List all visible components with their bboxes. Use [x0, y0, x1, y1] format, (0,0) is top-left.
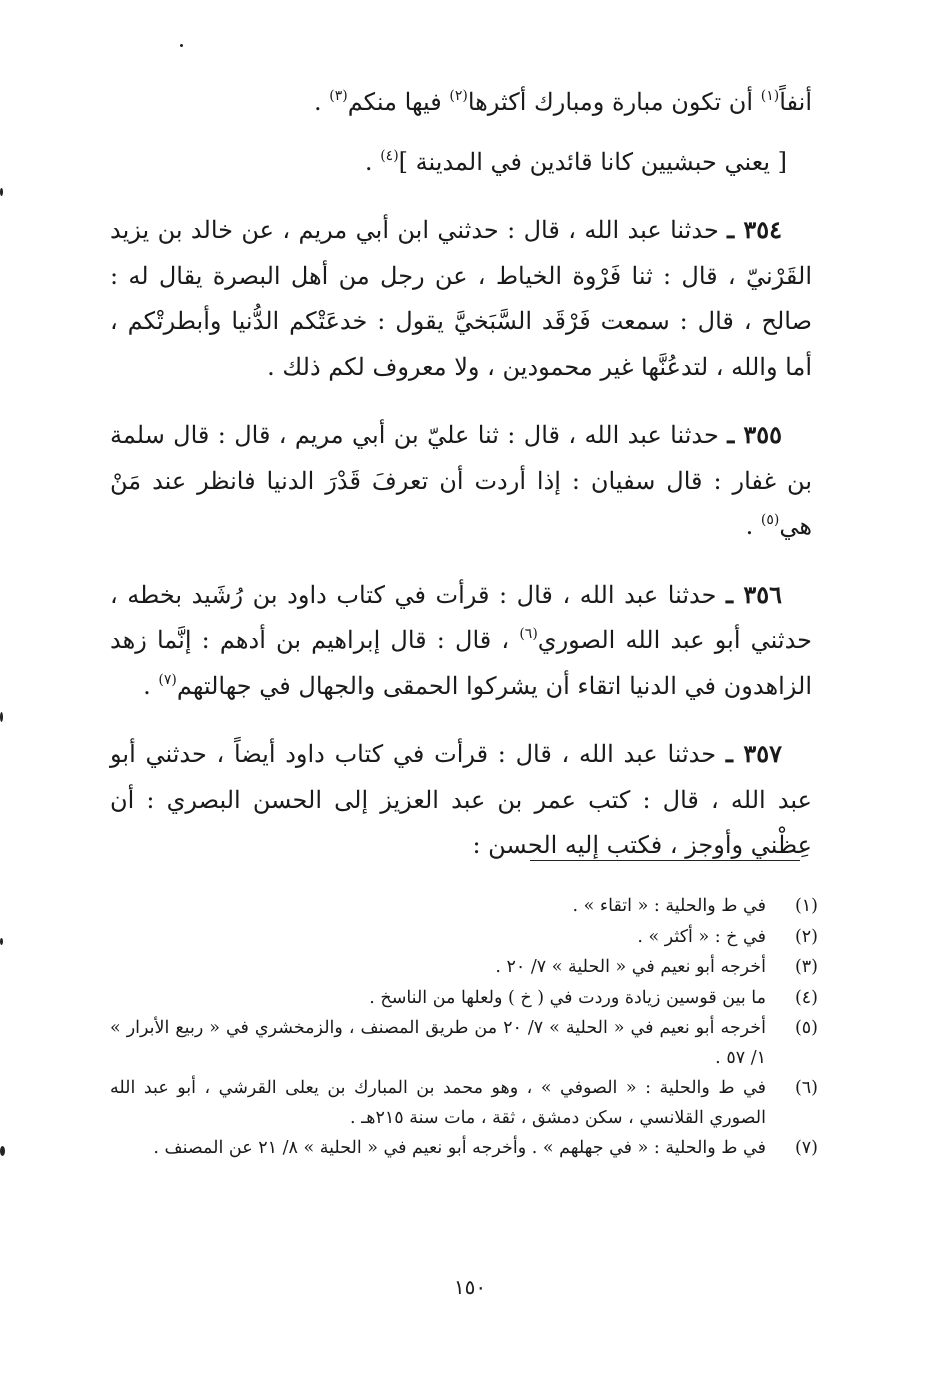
scan-speck: [0, 1146, 5, 1156]
text-run: حدثنا عبد الله ، قال : قرأت في كتاب داود أيضاً ، حدثني أبو عبد الله ، قال : كتب عمر بن عبد العزيز إلى الحسن البصري : أن عِظْني وأوجز ، فكتب إليه الحسن :: [110, 740, 812, 859]
footnote: [110, 1014, 818, 1073]
footnote-mark: (١): [794, 896, 818, 916]
narration-number: ٣٥٦ ـ: [726, 579, 782, 609]
narration-number: ٣٥٥ ـ: [727, 420, 783, 449]
paragraph-357: [110, 731, 812, 869]
text-run: حدثنا عبد الله ، قال : ثنا عليّ بن أبي مريم ، قال : قال سلمة بن غفار : قال سفيان : إذا أردت أن تعرفَ قَدْرَ الدنيا فانظر عند مَنْ هي: [110, 421, 812, 540]
footnote: [110, 953, 818, 983]
footnote-text: في ط والحلية : « اتقاء » .: [572, 896, 766, 916]
footnote: [110, 892, 818, 922]
narration-number: ٣٥٤ ـ: [727, 215, 782, 244]
text-run: أن تكون مبارة ومبارك أكثرها: [467, 88, 761, 116]
footnote: [110, 984, 818, 1014]
footnote-mark: (٦): [794, 1078, 818, 1098]
paragraph-356: [110, 572, 812, 710]
footnote-text: أخرجه أبو نعيم في « الحلية » ٧/ ٢٠ من طريق المصنف ، والزمخشري في « ربيع الأبرار » ١/ ٥٧ .: [110, 1018, 766, 1068]
paragraph-354: [110, 207, 812, 390]
footnote-mark: (٣): [794, 957, 818, 977]
text-run: أنفاً: [779, 88, 812, 116]
scan-speck: [0, 188, 3, 196]
footnote-text: في ط والحلية : « الصوفي » ، وهو محمد بن المبارك بن يعلى القرشي ، أبو عبد الله الصوري القلانسي ، سكن دمشق ، ثقة ، مات سنة ٢١٥هـ .: [110, 1078, 767, 1128]
text-run: .: [143, 671, 159, 700]
footnote-text: ما بين قوسين زيادة وردت في ( خ ) ولعلها من الناسخ .: [369, 987, 766, 1008]
footnote-ref[interactable]: (١): [760, 88, 780, 104]
footnote-ref[interactable]: (٧): [158, 671, 177, 688]
footnote-mark: (٥): [794, 1018, 818, 1038]
narration-number: ٣٥٧ ـ: [725, 739, 783, 768]
footnote-mark: (٤): [794, 987, 818, 1008]
footnote-text: أخرجه أبو نعيم في « الحلية » ٧/ ٢٠ .: [495, 957, 766, 977]
text-run: [ يعني حبشيين كانا قائدين في المدينة ]: [398, 147, 787, 176]
footnote: [110, 923, 818, 953]
text-run: حدثنا عبد الله ، قال : قرأت في كتاب داود بن رُشَيد بخطه ، حدثني أبو عبد الله الصوري: [110, 580, 813, 654]
scan-speck: [0, 938, 3, 945]
main-text: [110, 80, 812, 869]
footnote-ref[interactable]: (٥): [760, 512, 780, 528]
scan-speck: [0, 712, 3, 722]
text-run: .: [364, 147, 381, 176]
footnotes: [110, 892, 818, 1165]
paragraph-355: [110, 412, 812, 550]
page-number: ١٥٠: [453, 1275, 487, 1299]
footnote-ref[interactable]: (٣): [329, 88, 348, 104]
footnote-separator: [530, 860, 800, 861]
footnote-text: في ط والحلية : « في جهلهم » . وأخرجه أبو نعيم في « الحلية » ٨/ ٢١ عن المصنف .: [153, 1138, 766, 1158]
footnote: [110, 1134, 818, 1164]
text-run: .: [313, 88, 330, 116]
text-run: .: [745, 512, 761, 540]
footnote-ref[interactable]: (٤): [380, 147, 399, 164]
text-run: ، قال : قال إبراهيم بن أدهم : إنَّما زهد الزاهدون في الدنيا اتقاء أن يشركوا الحمقى والجهال في جهالتهم: [110, 626, 812, 700]
footnote: [110, 1074, 818, 1133]
text-run: حدثنا عبد الله ، قال : حدثني ابن أبي مريم ، عن خالد بن يزيد القَرْنيّ ، قال : ثنا فَرْوة الخياط ، عن رجل من أهل البصرة يقال له : صالح ، قال : سمعت فَرْقَد السَّبَخيَّ يقول : خدعَتْكم الدُّنيا وأبطرتْكم ، أما والله ، لتدعُنَّها غير محمودين ، ولا معروف لكم ذلك .: [110, 216, 812, 381]
footnote-ref[interactable]: (٢): [449, 88, 468, 104]
footnote-ref[interactable]: (٦): [519, 626, 538, 642]
text-run: فيها منكم: [347, 88, 450, 116]
footnote-text: في خ : « أكثر » .: [637, 926, 766, 947]
paragraph-continuation: [110, 80, 812, 126]
bracket-note: [110, 140, 812, 186]
footnote-mark: (٧): [794, 1138, 818, 1158]
footnote-mark: (٢): [794, 926, 818, 947]
scan-speck: [180, 44, 183, 47]
